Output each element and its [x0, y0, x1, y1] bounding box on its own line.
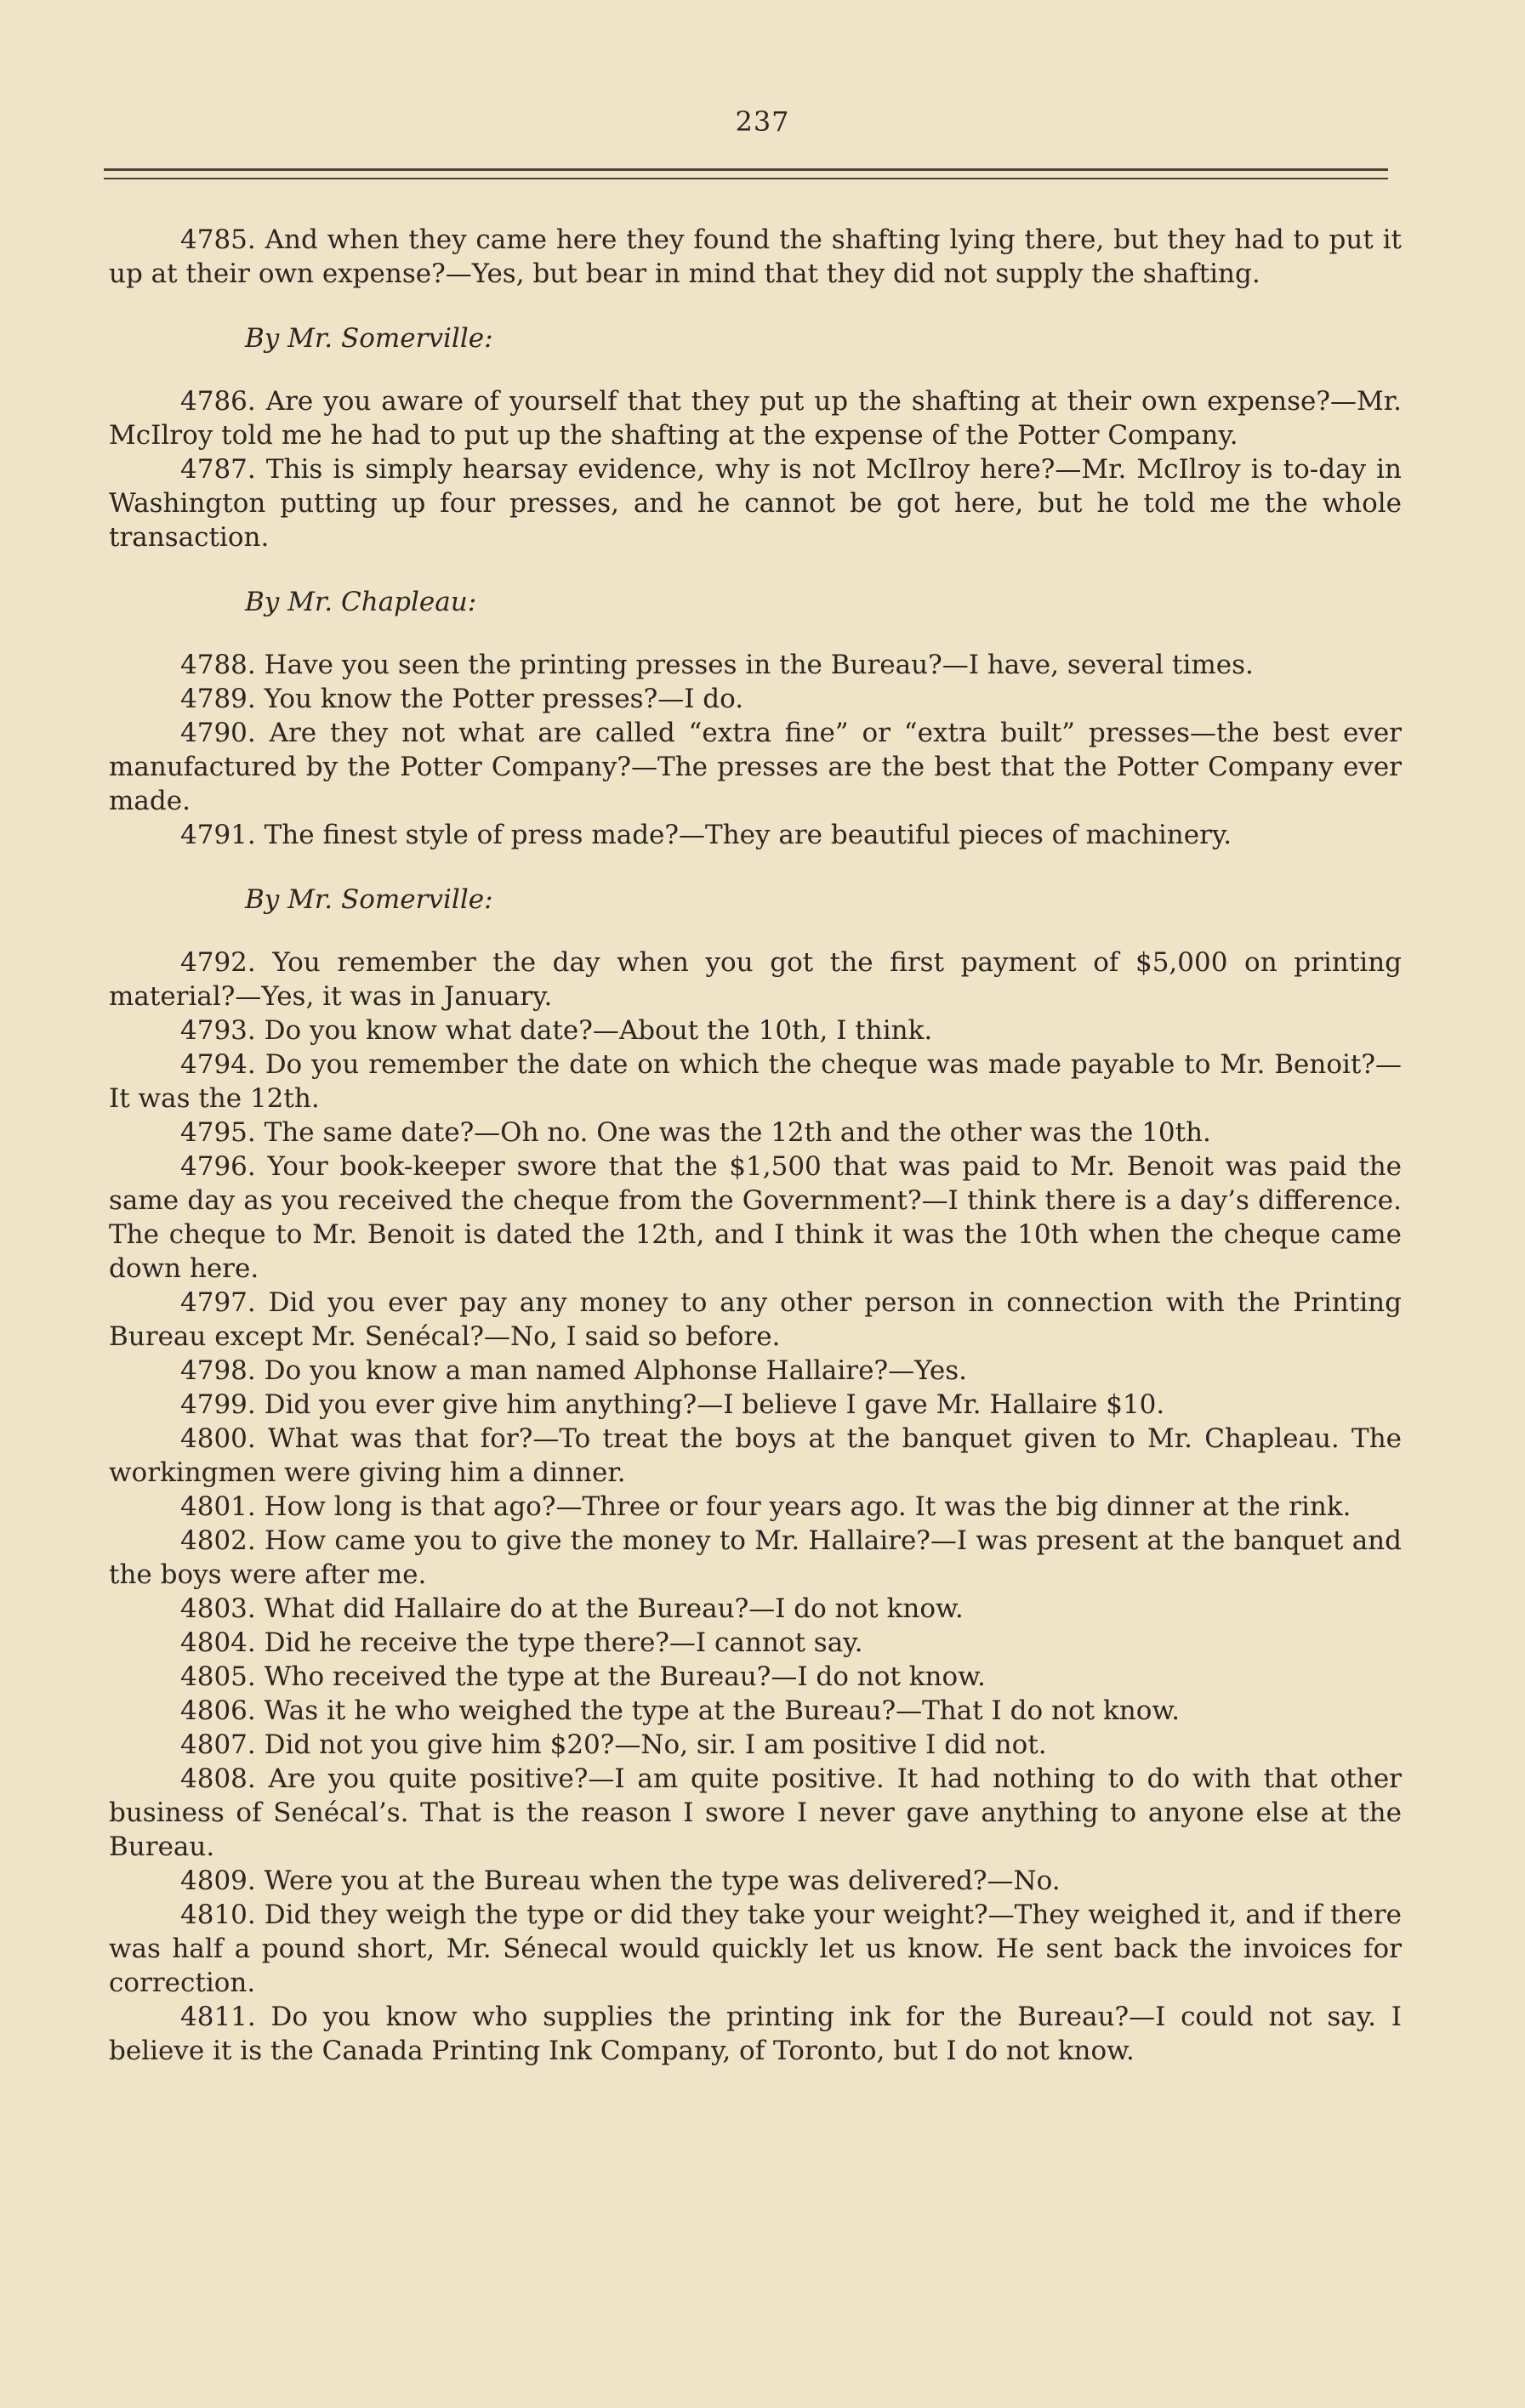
testimony-entry: [109, 1150, 1402, 1286]
entry-number: 4789.: [180, 684, 256, 714]
entry-text: How long is that ago?—Three or four years ago. It was the big dinner at the rink.: [264, 1491, 1351, 1522]
entry-text: Do you know what date?—About the 10th, I think.: [264, 1015, 933, 1046]
testimony-entry: [109, 223, 1402, 291]
entry-number: 4791.: [180, 820, 256, 850]
entry-number: 4801.: [180, 1491, 256, 1522]
entry-text: You know the Potter presses?—I do.: [264, 684, 744, 714]
testimony-entry: [109, 716, 1402, 818]
header-rule-secondary: [104, 178, 1388, 179]
testimony-entry: [109, 818, 1402, 852]
testimony-entry: [109, 1660, 1402, 1694]
entry-number: 4800.: [180, 1423, 256, 1454]
entry-number: 4802.: [180, 1525, 256, 1556]
testimony-entry: [109, 1694, 1402, 1728]
entry-number: 4787.: [180, 454, 256, 485]
testimony-entry: [109, 1864, 1402, 1898]
page-number: 237: [735, 105, 790, 138]
entry-text: Was it he who weighed the type at the Bureau?—That I do not know.: [264, 1695, 1181, 1726]
entry-text: Did you ever give him anything?—I believe I gave Mr. Hallaire $10.: [264, 1389, 1165, 1420]
entry-text: Are you quite positive?—I am quite positive. It had nothing to do with that other business of Senécal’s. That is the reason I swore I never gave anything to anyone else at the Bureau.: [109, 1763, 1402, 1862]
speaker-heading: By Mr. Chapleau:: [245, 587, 477, 617]
entry-text: Were you at the Bureau when the type was delivered?—No.: [264, 1866, 1061, 1896]
testimony-entry: [109, 1014, 1402, 1048]
testimony-entry: [109, 648, 1402, 682]
entry-number: 4806.: [180, 1695, 256, 1726]
entry-text: And when they came here they found the shafting lying there, but they had to put it up at their own expense?—Yes, but bear in mind that they did not supply the shafting.: [109, 224, 1403, 289]
speaker-heading: By Mr. Somerville:: [245, 323, 493, 354]
entry-number: 4796.: [180, 1151, 256, 1182]
entry-number: 4809.: [180, 1866, 256, 1896]
entry-number: 4807.: [180, 1729, 256, 1760]
entry-number: 4804.: [180, 1627, 256, 1658]
header-rule: [104, 168, 1388, 171]
entry-number: 4788.: [180, 650, 256, 680]
testimony-entry: [109, 1388, 1402, 1422]
testimony-entry: [109, 1898, 1402, 2000]
entry-number: 4811.: [180, 2002, 256, 2032]
entry-text: Did they weigh the type or did they take your weight?—They weighed it, and if there was half a pound short, Mr. Sénecal would quickly let us know. He sent back the invoices for correction.: [109, 1900, 1403, 1998]
entry-number: 4786.: [180, 386, 256, 417]
entry-text: Did not you give him $20?—No, sir. I am positive I did not.: [264, 1729, 1047, 1760]
entry-text: Did he receive the type there?—I cannot say.: [264, 1627, 863, 1658]
entry-number: 4795.: [180, 1117, 256, 1148]
testimony-entry: [109, 2000, 1402, 2068]
entry-number: 4805.: [180, 1661, 256, 1692]
testimony-entry: [109, 1762, 1402, 1864]
entry-text: Have you seen the printing presses in the Bureau?—I have, several times.: [264, 650, 1254, 680]
entry-number: 4808.: [180, 1763, 256, 1794]
entry-text: What was that for?—To treat the boys at the banquet given to Mr. Chapleau. The workingmen were giving him a dinner.: [109, 1423, 1403, 1488]
entry-number: 4785.: [180, 224, 256, 255]
entry-text: What did Hallaire do at the Bureau?—I do not know.: [264, 1593, 964, 1624]
entry-number: 4797.: [180, 1287, 256, 1318]
testimony-entry: [109, 1116, 1402, 1150]
testimony-entry: [109, 1048, 1402, 1116]
testimony-entry: [109, 1286, 1402, 1354]
entry-text: Are they not what are called “extra fine” or “extra built” presses—the best ever manufactured by the Potter Company?—The presses are the best that the Potter Company ever made.: [109, 718, 1402, 816]
entry-number: 4810.: [180, 1900, 256, 1930]
testimony-body: [109, 223, 1402, 2068]
entry-text: Did you ever pay any money to any other person in connection with the Printing Bureau except Mr. Senécal?—No, I said so before.: [109, 1287, 1402, 1352]
testimony-entry: [109, 1490, 1402, 1524]
entry-text: The finest style of press made?—They are beautiful pieces of machinery.: [264, 820, 1232, 850]
entry-text: Your book-keeper swore that the $1,500 that was paid to Mr. Benoit was paid the same day as you received the cheque from the Government?—I think there is a day’s difference. The cheque to Mr. Benoit is dated the 12th, and I think it was the 10th when the cheque came down here.: [109, 1151, 1402, 1284]
entry-number: 4794.: [180, 1049, 256, 1080]
entry-text: Are you aware of yourself that they put up the shafting at their own expense?—Mr. McIlroy told me he had to put up the shafting at the expense of the Potter Company.: [109, 386, 1402, 451]
entry-number: 4793.: [180, 1015, 256, 1046]
testimony-entry: [109, 1728, 1402, 1762]
entry-number: 4792.: [180, 947, 256, 978]
testimony-entry: [109, 452, 1402, 554]
entry-text: Do you remember the date on which the cheque was made payable to Mr. Benoit?—It was the 12th.: [109, 1049, 1403, 1114]
entry-number: 4790.: [180, 718, 256, 748]
testimony-entry: [109, 682, 1402, 716]
testimony-entry: [109, 1524, 1402, 1592]
testimony-entry: [109, 384, 1402, 452]
testimony-entry: [109, 1592, 1402, 1626]
entry-text: This is simply hearsay evidence, why is not McIlroy here?—Mr. McIlroy is to-day in Washington putting up four presses, and he cannot be got here, but he told me the whole transaction.: [109, 454, 1402, 553]
entry-number: 4798.: [180, 1355, 256, 1386]
entry-text: How came you to give the money to Mr. Hallaire?—I was present at the banquet and the boys were after me.: [109, 1525, 1402, 1590]
testimony-entry: [109, 1354, 1402, 1388]
entry-text: Who received the type at the Bureau?—I do not know.: [264, 1661, 986, 1692]
entry-text: You remember the day when you got the first payment of $5,000 on printing material?—Yes, it was in January.: [109, 947, 1402, 1012]
speaker-heading: By Mr. Somerville:: [245, 884, 493, 915]
entry-text: The same date?—Oh no. One was the 12th and the other was the 10th.: [264, 1117, 1211, 1148]
entry-text: Do you know a man named Alphonse Hallaire?—Yes.: [264, 1355, 967, 1386]
testimony-entry: [109, 1626, 1402, 1660]
testimony-entry: [109, 946, 1402, 1014]
entry-text: Do you know who supplies the printing ink for the Bureau?—I could not say. I believe it is the Canada Printing Ink Company, of Toronto, but I do not know.: [109, 2002, 1402, 2066]
entry-number: 4799.: [180, 1389, 256, 1420]
testimony-entry: [109, 1422, 1402, 1490]
entry-number: 4803.: [180, 1593, 256, 1624]
